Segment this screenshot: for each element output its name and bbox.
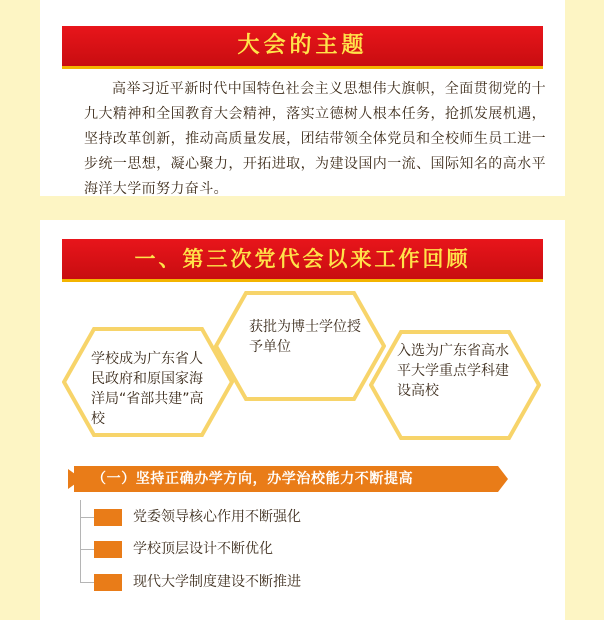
hexagon-text: 学校成为广东省人民政府和原国家海洋局“省部共建”高校 [91, 351, 204, 427]
theme-panel [40, 0, 565, 196]
hexagon-text: 获批为博士学位授予单位 [249, 319, 361, 355]
theme-paragraph: 高举习近平新时代中国特色社会主义思想伟大旗帜，全面贯彻党的十九大精神和全国教育大会精神，落实立德树人根本任务，抢抓发展机遇，坚持改革创新，推动高质量发展，团结带领全体党员和全校师生员工进一步统一思想，凝心聚力，开拓进取，为建设国内一流、国际知名的高水平海洋大学而努力奋斗。 [84, 81, 546, 197]
hexagon-achievement-2 [214, 291, 386, 401]
theme-banner [62, 26, 543, 69]
orange-marker [94, 509, 122, 526]
hexagon-text: 入选为广东省高水平大学重点学科建设高校 [397, 343, 509, 399]
hexagon-achievement-3 [369, 330, 541, 440]
tree-branch-line [80, 582, 94, 583]
section-heading-text: （一）坚持正确办学方向，办学治校能力不断提高 [92, 471, 414, 487]
theme-title: 大会的主题 [237, 33, 368, 58]
orange-marker [94, 574, 122, 591]
section-heading [68, 466, 508, 492]
tree-branch-line [80, 549, 94, 550]
review-title: 一、第三次党代会以来工作回顾 [134, 247, 471, 271]
list-item-label: 党委领导核心作用不断强化 [133, 509, 301, 525]
tree-branch-line [80, 517, 94, 518]
tree-vertical-line [80, 500, 81, 583]
orange-marker [94, 541, 122, 558]
list-item-label: 现代大学制度建设不断推进 [133, 574, 301, 590]
list-item-label: 学校顶层设计不断优化 [133, 541, 273, 557]
review-banner [62, 239, 543, 282]
hexagon-achievement-1 [62, 327, 234, 437]
